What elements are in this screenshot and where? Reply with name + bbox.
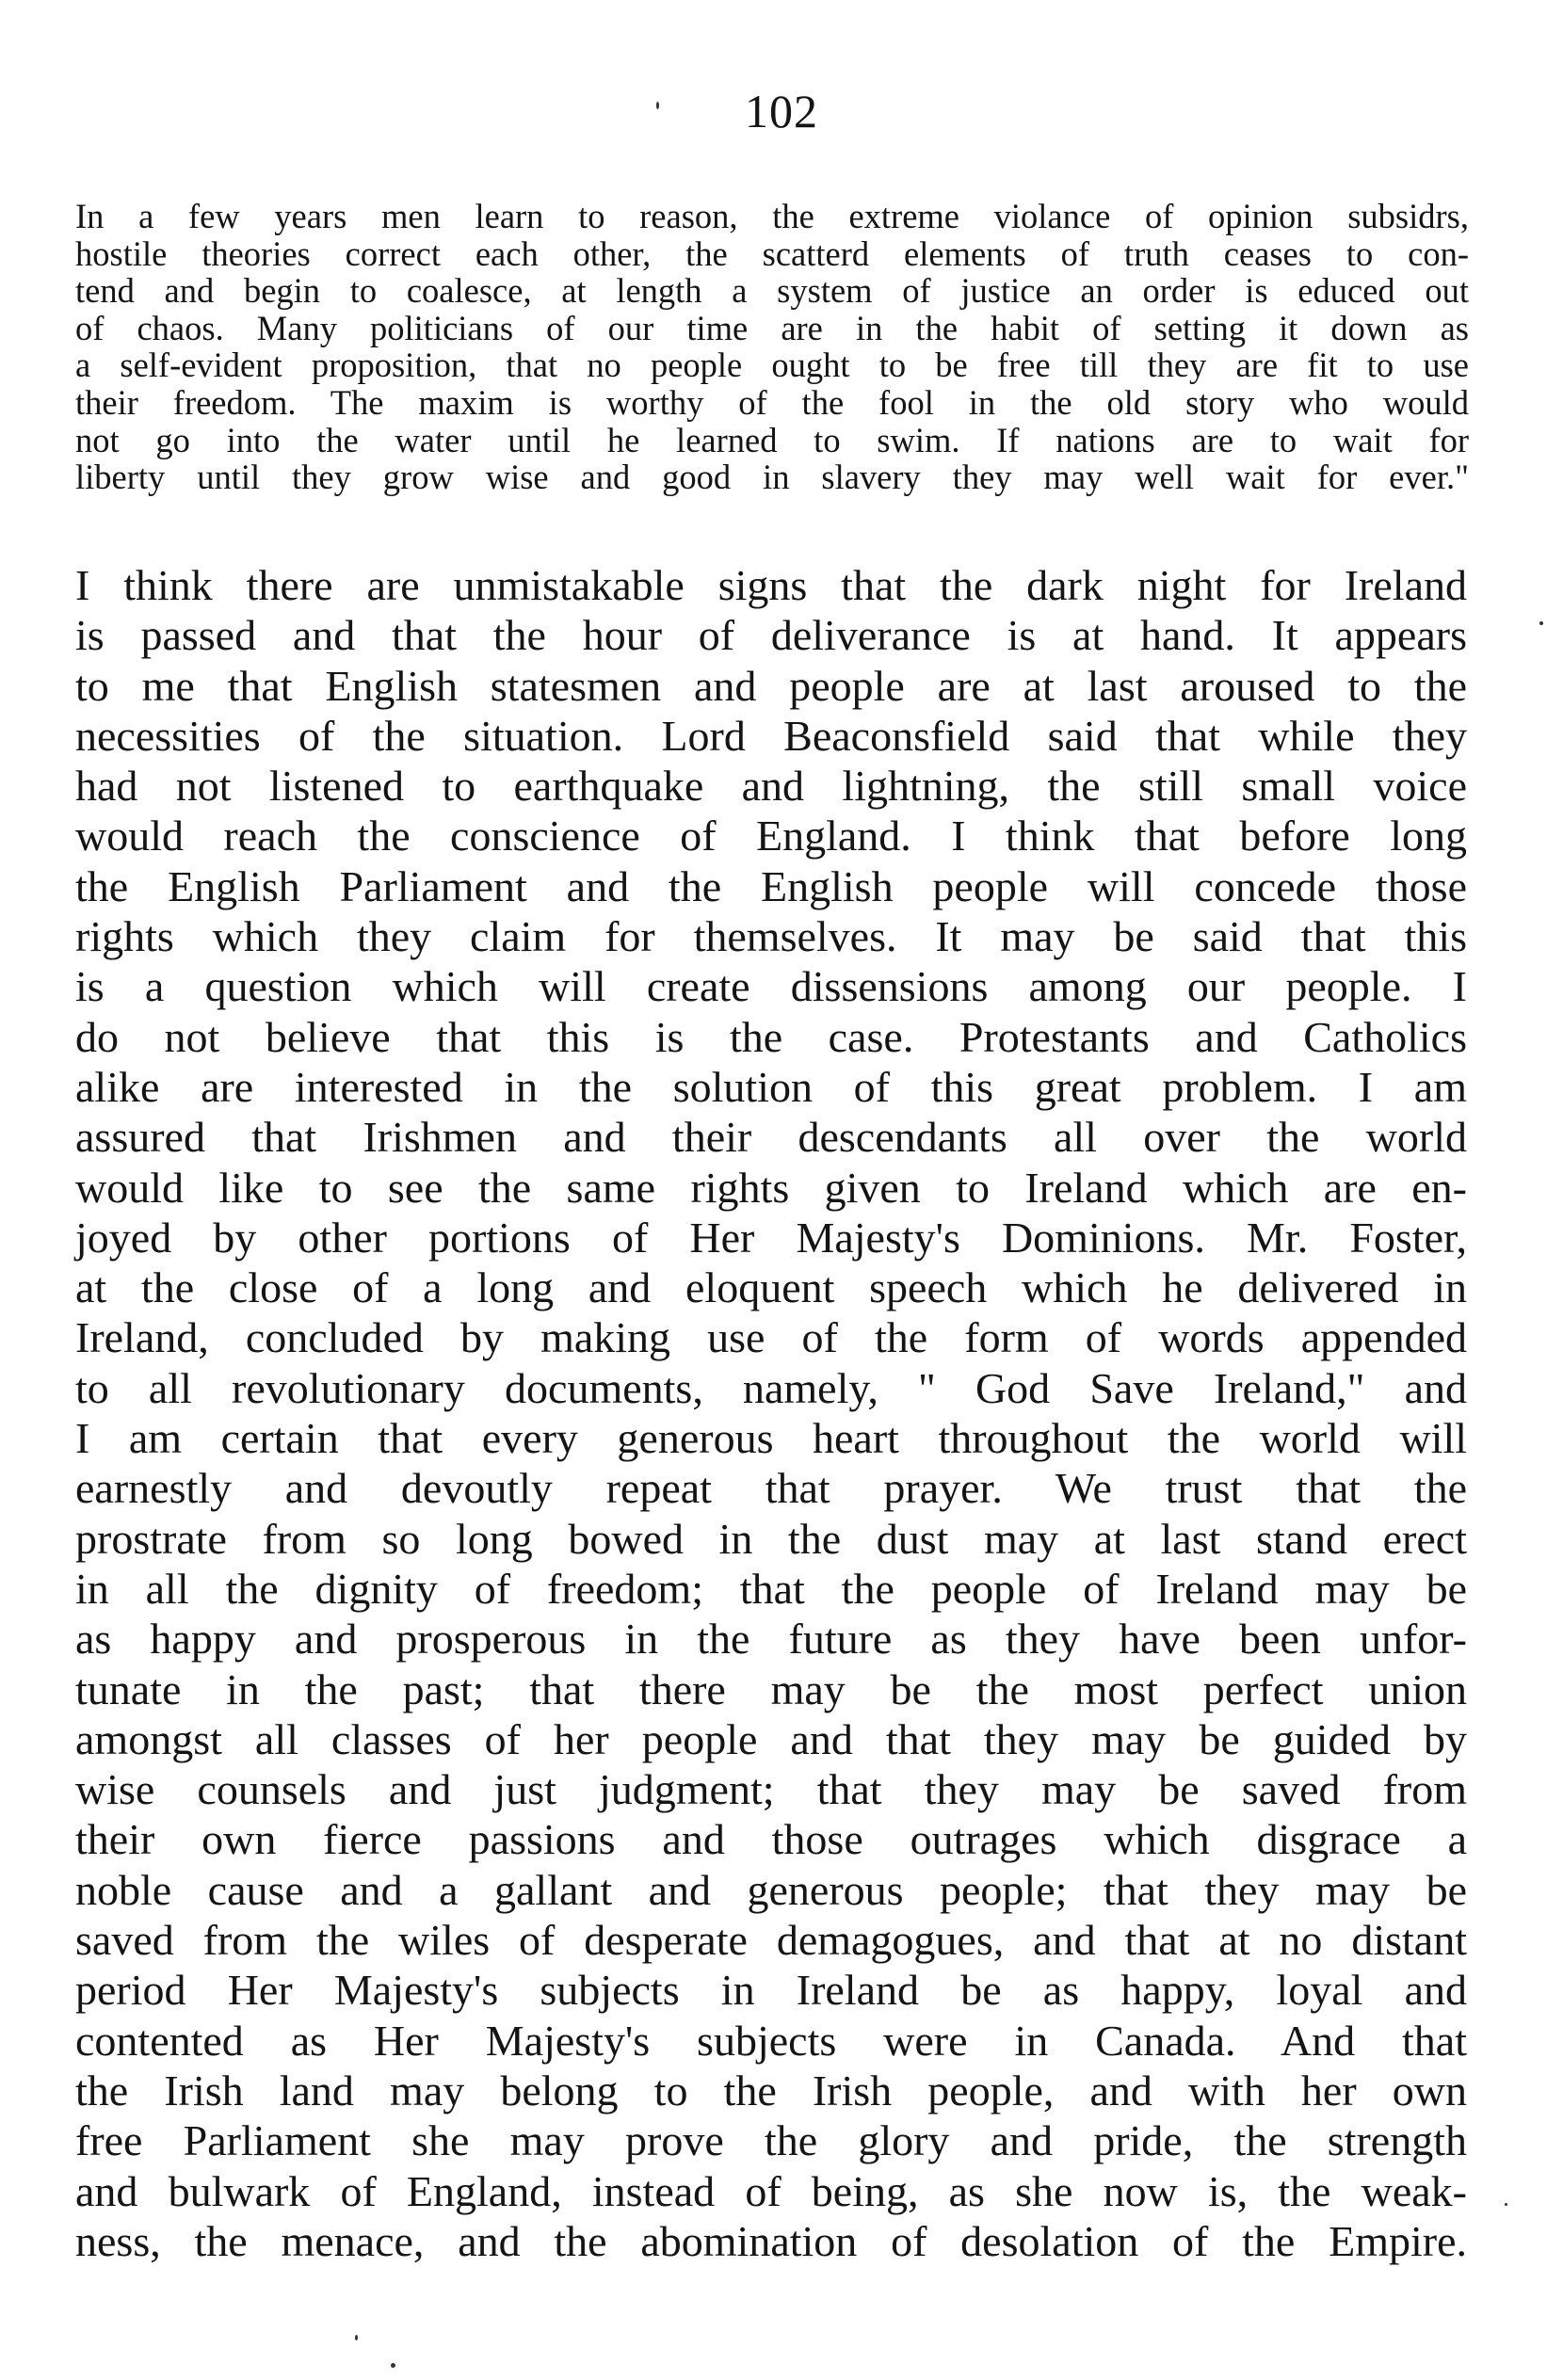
text-line: joyed by other portions of Her Majesty's Dominions. Mr. Foster, bbox=[75, 1213, 1467, 1262]
text-line: earnestly and devoutly repeat that prayer. We trust that the bbox=[75, 1464, 1467, 1513]
quote-line: their freedom. The maxim is worthy of the fool in the old story who would bbox=[75, 382, 1469, 422]
text-line: period Her Majesty's subjects in Ireland be as happy, loyal and bbox=[75, 1966, 1467, 2015]
quote-line: liberty until they grow wise and good in slavery they may well wait for ever." bbox=[75, 458, 1469, 497]
text-line: as happy and prosperous in the future as they have been unfor- bbox=[75, 1615, 1467, 1664]
text-line: tunate in the past; that there may be the most perfect union bbox=[75, 1664, 1467, 1713]
text-line: to me that English statesmen and people are at last aroused to the bbox=[75, 661, 1467, 710]
text-line: would reach the conscience of England. I think that before long bbox=[75, 812, 1467, 860]
quote-line: not go into the water until he learned to swim. If nations are to wait for bbox=[75, 420, 1469, 459]
text-line: noble cause and a gallant and generous people; that they may be bbox=[75, 1865, 1467, 1914]
quote-line: a self-evident proposition, that no people ought to be free till they are fit to use bbox=[75, 346, 1469, 385]
text-line: do not believe that this is the case. Protestants and Catholics bbox=[75, 1012, 1467, 1061]
scan-speck bbox=[1505, 2203, 1507, 2206]
text-line: and bulwark of England, instead of being, as she now is, the weak- bbox=[75, 2166, 1467, 2215]
text-line: alike are interested in the solution of this great problem. I am bbox=[75, 1062, 1467, 1111]
text-line: I think there are unmistakable signs that the dark night for Ireland bbox=[75, 561, 1467, 609]
page-number: 102 bbox=[745, 85, 818, 137]
text-line: wise counsels and just judgment; that they may be saved from bbox=[75, 1765, 1467, 1814]
scan-speck bbox=[391, 2363, 395, 2368]
text-line: had not listened to earthquake and lightning, the still small voice bbox=[75, 762, 1467, 811]
quote-line: tend and begin to coalesce, at length a system of justice an order is educed out bbox=[75, 271, 1469, 311]
scan-speck bbox=[1539, 621, 1543, 625]
text-line: amongst all classes of her people and that they may be guided by bbox=[75, 1714, 1467, 1763]
text-line: the English Parliament and the English people will concede those bbox=[75, 861, 1467, 910]
text-line: ness, the menace, and the abomination of desolation of the Empire. bbox=[75, 2216, 1467, 2265]
text-line: free Parliament she may prove the glory and pride, the strength bbox=[75, 2116, 1467, 2165]
main-paragraph bbox=[75, 560, 1467, 2266]
text-line: contented as Her Majesty's subjects were in Canada. And that bbox=[75, 2016, 1467, 2065]
text-line: is passed and that the hour of deliverance is at hand. It appears bbox=[75, 611, 1467, 660]
text-line: is a question which will create dissensions among our people. I bbox=[75, 962, 1467, 1011]
scan-speck bbox=[355, 2335, 358, 2340]
text-line: in all the dignity of freedom; that the people of Ireland may be bbox=[75, 1564, 1467, 1613]
text-line: to all revolutionary documents, namely, " God Save Ireland," and bbox=[75, 1363, 1467, 1412]
text-line: at the close of a long and eloquent speech which he delivered in bbox=[75, 1263, 1467, 1312]
text-line: saved from the wiles of desperate demagogues, and that at no distant bbox=[75, 1916, 1467, 1965]
scan-speck bbox=[656, 102, 659, 109]
text-line: prostrate from so long bowed in the dust may at last stand erect bbox=[75, 1514, 1467, 1563]
quotation-block bbox=[75, 198, 1469, 496]
text-line: I am certain that every generous heart throughout the world will bbox=[75, 1414, 1467, 1463]
quote-line: of chaos. Many politicians of our time are in the habit of setting it down as bbox=[75, 308, 1469, 347]
quote-line: In a few years men learn to reason, the extreme violance of opinion subsidrs, bbox=[75, 197, 1469, 235]
text-line: rights which they claim for themselves. It may be said that this bbox=[75, 912, 1467, 961]
text-line: assured that Irishmen and their descendants all over the world bbox=[75, 1113, 1467, 1162]
text-line: their own fierce passions and those outrages which disgrace a bbox=[75, 1815, 1467, 1864]
text-line: would like to see the same rights given to Ireland which are en- bbox=[75, 1163, 1467, 1212]
text-line: necessities of the situation. Lord Beaconsfield said that while they bbox=[75, 711, 1467, 760]
quote-line: hostile theories correct each other, the scatterd elements of truth ceases to con- bbox=[75, 233, 1469, 273]
text-line: the Irish land may belong to the Irish people, and with her own bbox=[75, 2066, 1467, 2115]
text-line: Ireland, concluded by making use of the form of words appended bbox=[75, 1313, 1467, 1362]
